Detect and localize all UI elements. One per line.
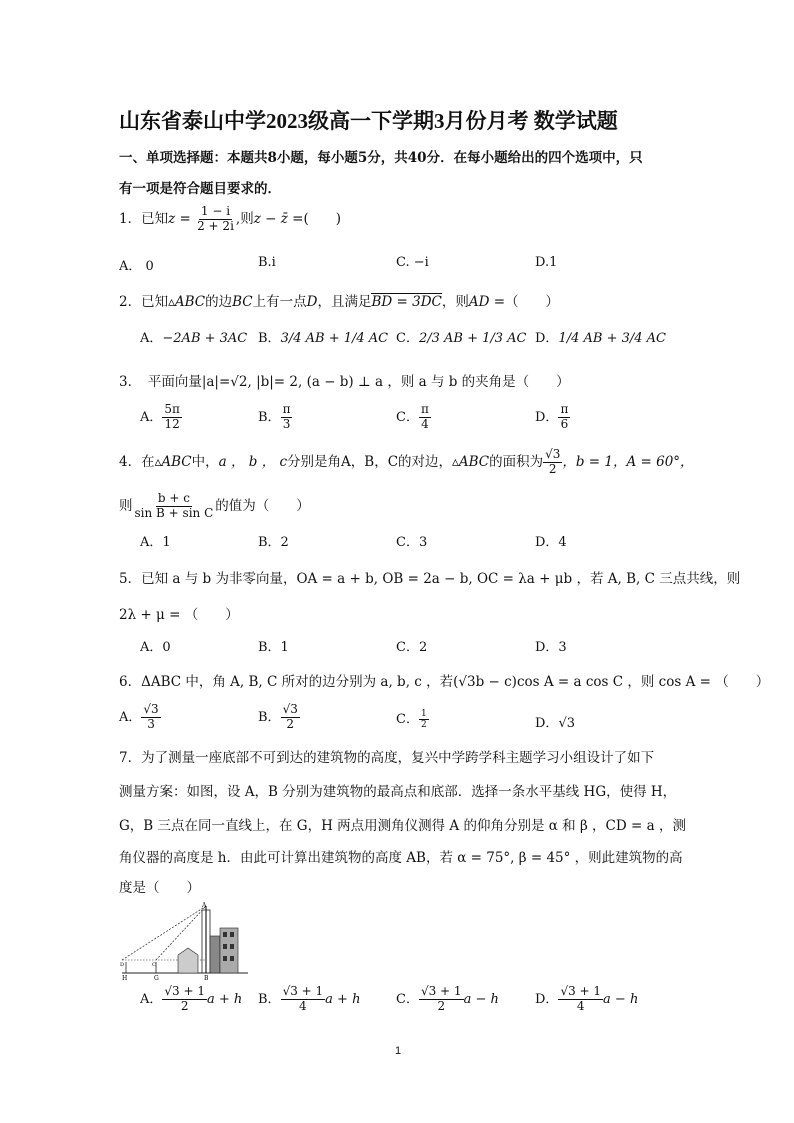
- page-number: 1: [395, 1045, 402, 1057]
- q3-c-num: π: [420, 402, 429, 416]
- building-1: [210, 936, 220, 973]
- house: [178, 948, 198, 973]
- q3-b-den: 3: [282, 416, 291, 431]
- q2-tri: ▵ABC: [168, 294, 206, 310]
- q6-d-text: √3: [558, 716, 575, 731]
- q2-t1: 2．已知: [119, 294, 169, 310]
- q2-t2: 的边: [205, 294, 233, 310]
- q7-a-tail: a + h: [207, 991, 243, 1007]
- q7-option-c: [396, 985, 499, 1014]
- q6-option-b: [258, 703, 300, 732]
- q2-option-c: [396, 327, 527, 346]
- question-7-line3: G，B 三点在同一直线上，在 G，H 两点用测角仪测得 A 的仰角分别是 α 和 β ，CD = a ，测: [119, 818, 686, 834]
- q2-a-text: −2AB + 3AC: [162, 331, 248, 346]
- q4-frac: [133, 492, 216, 521]
- q2-ad: AD =: [468, 294, 506, 310]
- q4-option-a: A．1: [140, 535, 171, 550]
- q6-option-c: [396, 708, 429, 730]
- label-b: B: [204, 975, 209, 980]
- q1-den: 2 + 2i: [197, 218, 234, 233]
- label-c: C: [152, 962, 156, 968]
- question-7-line5: 度是（ ）: [119, 880, 200, 896]
- building-2: [220, 928, 238, 973]
- q1-option-c: C. −i: [396, 255, 429, 270]
- q7-option-b: [258, 985, 360, 1014]
- q2-b-text: 3/4 AB + 1/4 AC: [280, 331, 389, 346]
- q7-b-num: √3 + 1: [282, 984, 324, 998]
- q4-l1b: 中，: [191, 453, 219, 470]
- q6-b-num: √3: [282, 702, 298, 716]
- window: [223, 932, 227, 937]
- q2-t5: ，则: [441, 294, 469, 310]
- q7-option-d: [535, 985, 638, 1014]
- q3-c-label: C．: [396, 409, 419, 425]
- question-5-line1: 5．已知 a 与 b 为非零向量，OA = a + b, OB = 2a − b, OC = λa + μb ，若 A, B, C 三点共线，则: [119, 571, 741, 587]
- question-7-line2: 测量方案：如图，设 A，B 分别为建筑物的最高点和底部．选择一条水平基线 HG，使得 H，: [119, 784, 677, 800]
- q3-a-den: 12: [164, 416, 180, 431]
- q2-d: D: [306, 294, 318, 310]
- q6-b-frac: [281, 703, 300, 732]
- q7-d-num: √3 + 1: [560, 984, 602, 998]
- q7-c-frac: [419, 985, 464, 1014]
- q6-b-label: B．: [258, 709, 281, 725]
- q7-d-frac: [558, 985, 603, 1014]
- question-1: [119, 205, 341, 234]
- section-heading-line2: 有一项是符合题目要求的．: [119, 181, 281, 197]
- q3-option-b: [258, 403, 292, 432]
- label-g: G: [154, 975, 159, 980]
- q2-option-b: [258, 327, 388, 346]
- q4-l2a: 则: [119, 497, 133, 514]
- q3-c-frac: [419, 403, 431, 432]
- q4-tri: ▵ABC: [154, 453, 192, 470]
- q6-a-frac: [141, 703, 160, 732]
- q4-option-d: D．4: [535, 535, 567, 550]
- q2-paren: （ ）: [505, 294, 560, 310]
- window: [230, 944, 234, 949]
- q1-paren: ( ): [303, 210, 341, 227]
- q6-d-label: D．: [535, 716, 559, 731]
- q1-fraction: [195, 205, 236, 234]
- label-d: D: [120, 962, 125, 968]
- q3-d-den: 6: [560, 416, 569, 431]
- q7-option-a: [140, 985, 242, 1014]
- q2-t4: ，且满足: [317, 294, 372, 310]
- q4-l1e: ，b = 1，A = 60°，: [562, 453, 694, 470]
- q7-c-num: √3 + 1: [420, 984, 462, 998]
- question-3: 3． 平面向量|a|=√2, |b|= 2, (a − b) ⊥ a ，则 a 与 b 的夹角是（ ）: [119, 374, 570, 390]
- q3-option-d: [535, 403, 570, 432]
- q4-area-frac: [543, 448, 562, 477]
- q7-b-label: B．: [258, 991, 281, 1007]
- q7-a-num: √3 + 1: [164, 984, 205, 998]
- question-4-line1: [119, 448, 694, 477]
- q6-option-a: [119, 703, 161, 732]
- q5-option-b: B．1: [258, 640, 289, 655]
- q1-option-a: A． 0: [119, 259, 154, 274]
- q3-b-label: B．: [258, 409, 281, 425]
- q3-d-label: D．: [535, 409, 559, 425]
- q7-a-den: 2: [180, 998, 189, 1013]
- q3-a-frac: [162, 403, 182, 432]
- q2-option-d: [535, 327, 666, 346]
- q7-b-den: 4: [299, 998, 307, 1013]
- q1-option-d: D.1: [535, 255, 558, 270]
- label-h: H: [122, 975, 128, 980]
- q3-b-frac: [281, 403, 293, 432]
- question-4-line2: [119, 492, 310, 521]
- q5-option-c: C．2: [396, 640, 428, 655]
- q6-a-num: √3: [143, 702, 159, 716]
- question-2: [119, 290, 559, 310]
- q1-expr: z − z̄ =: [253, 210, 304, 227]
- q4-area-den: 2: [548, 461, 557, 476]
- q3-d-frac: [558, 403, 570, 432]
- q1-z: z =: [168, 210, 191, 227]
- q6-c-den: 2: [420, 720, 427, 730]
- window: [230, 956, 234, 961]
- q2-bc: BC: [232, 294, 253, 310]
- q4-option-b: B．2: [258, 535, 289, 550]
- q7-d-tail: a − h: [603, 991, 639, 1007]
- label-a: A: [202, 902, 207, 909]
- question-7-line4: 角仪器的高度是 h．由此可计算出建筑物的高度 AB，若 α = 75°, β = 45° ，则此建筑物的高: [119, 850, 683, 866]
- q4-l1a: 4．在: [119, 453, 155, 470]
- q4-vars: a ， b ， c: [218, 453, 288, 470]
- window: [223, 956, 227, 961]
- q2-d-label: D．: [535, 331, 559, 346]
- q6-c-num: 1: [420, 708, 427, 719]
- q1-option-b: B.i: [258, 255, 276, 270]
- q7-c-label: C．: [396, 991, 419, 1007]
- q6-option-d: [535, 712, 575, 731]
- q4-f-den: sin B + sin C: [134, 505, 214, 520]
- q3-d-num: π: [560, 402, 569, 416]
- q7-b-tail: a + h: [325, 991, 361, 1007]
- q4-l1d: 的面积为: [489, 453, 544, 470]
- q2-t3: 上有一点: [252, 294, 307, 310]
- q2-d-text: 1/4 AB + 3/4 AC: [558, 331, 666, 346]
- question-7-line1: 7．为了测量一座底部不可到达的建筑物的高度，复兴中学跨学科主题学习小组设计了如下: [119, 750, 655, 766]
- q4-tri2: ▵ABC: [452, 453, 490, 470]
- q2-c-label: C．: [396, 331, 419, 346]
- q6-c-frac: [419, 709, 429, 731]
- q4-f-num: b + c: [157, 491, 190, 505]
- q3-option-a: [140, 403, 182, 432]
- q4-l1c: 分别是角A，B，C的对边，: [287, 453, 453, 470]
- q1-mid: ,则: [235, 210, 254, 227]
- q2-b-label: B．: [258, 331, 281, 346]
- q4-option-c: C．3: [396, 535, 428, 550]
- q3-a-num: 5π: [164, 402, 180, 416]
- q7-a-label: A．: [140, 991, 163, 1007]
- q7-c-den: 2: [437, 998, 446, 1013]
- q7-d-den: 4: [576, 998, 585, 1013]
- q2-cond: BD = 3DC: [371, 294, 442, 310]
- q4-l2b: 的值为（ ）: [215, 497, 310, 514]
- q6-b-den: 2: [286, 716, 295, 731]
- q7-b-frac: [281, 985, 326, 1014]
- q3-option-c: [396, 403, 431, 432]
- q2-a-label: A．: [140, 331, 163, 346]
- question-5-line2: 2λ + μ = （ ）: [119, 607, 239, 623]
- page-title: 山东省泰山中学2023级高一下学期3月份月考 数学试题: [119, 109, 618, 133]
- q7-a-frac: [162, 985, 207, 1014]
- q5-option-a: A．0: [140, 640, 171, 655]
- q3-b-num: π: [282, 402, 291, 416]
- q3-c-den: 4: [421, 416, 429, 431]
- q6-a-label: A．: [119, 709, 142, 725]
- window: [223, 944, 227, 949]
- q1-num: 1 − i: [200, 204, 231, 218]
- q1-prefix: 1．已知: [119, 210, 169, 227]
- question-6: 6．ΔABC 中，角 A, B, C 所对的边分别为 a, b, c ，若(√3b − c)cos A = a cos C ，则 cos A = （ ）: [119, 674, 770, 690]
- window: [230, 932, 234, 937]
- q6-c-label: C．: [396, 712, 419, 727]
- q3-a-label: A．: [140, 409, 163, 425]
- measurement-figure: [118, 900, 253, 980]
- q5-option-d: D．3: [535, 640, 567, 655]
- q7-c-tail: a − h: [463, 991, 499, 1007]
- q2-option-a: [140, 327, 247, 346]
- q2-c-text: 2/3 AB + 1/3 AC: [418, 331, 527, 346]
- q7-d-label: D．: [535, 991, 559, 1007]
- q4-area-num: √3: [545, 447, 561, 461]
- section-heading-line1: 一、单项选择题：本题共8小题，每小题5分，共40分．在每小题给出的四个选项中，只: [119, 150, 643, 166]
- q6-a-den: 3: [147, 716, 155, 731]
